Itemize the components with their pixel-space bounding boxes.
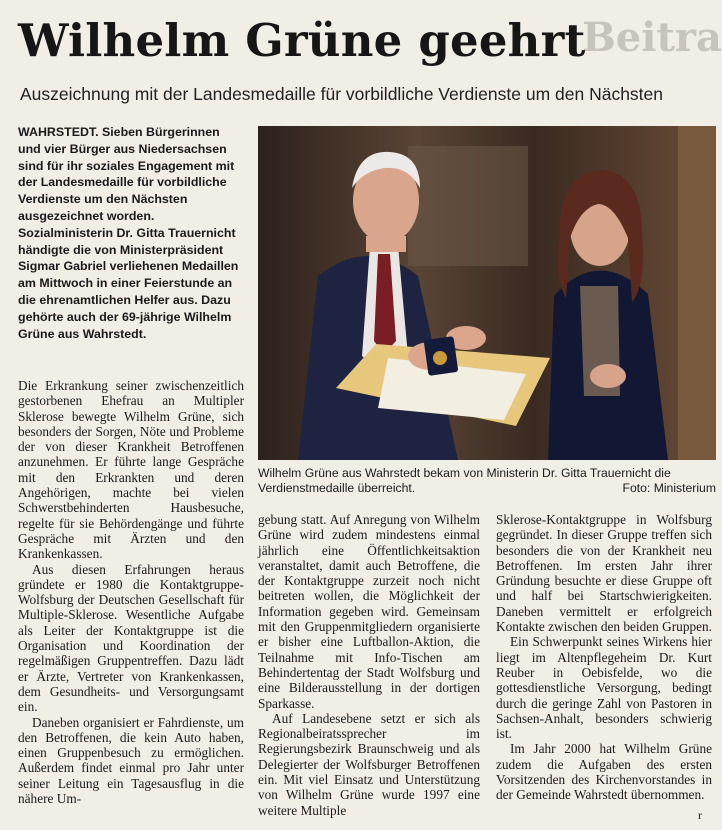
body-column-2 [258,512,480,818]
neighbor-headline: Beitra [582,14,722,61]
author-initial: r [698,808,702,822]
subheadline: Auszeichnung mit der Landesmedaille für vorbildliche Verdienste um den Nächsten [20,84,664,104]
photo-caption: Wilhelm Grüne aus Wahrstedt bekam von Ministerin Dr. Gitta Trauernicht die Verdienstmedaille überreicht. [258,466,671,495]
award-photo [258,126,716,460]
body-column-1 [18,378,244,806]
photo-illustration [258,126,716,460]
body-paragraph: Sklerose-Kontaktgruppe in Wolfsburg gegründet. In dieser Gruppe treffen sich besonders die von der Krankheit neu Betroffenen. Im ersten Jahr ihrer Gründung besuchte er diese Gruppe oft und half bei Startschwierigkeiten. Daneben vermittelt er erfolgreich Kontakte zwischen den beiden Gruppen. [496,512,713,635]
body-paragraph: Die Erkrankung seiner zwischenzeitlich gestorbenen Ehefrau an Multipler Sklerose bewegte Wilhelm Grüne, sich besonders der Sorgen, Nöte und Probleme der von dieser Krankheit Betroffenen anzunehmen. Er führte lange Gespräche mit den Erkrankten und deren Angehörigen, machte bei vielen Schwerstbehinderten Hausbesuche, regelte für sie Behördengänge und führte Gespräche mit Ärzten und den Krankenkassen. [18,378,244,562]
headline: Wilhelm Grüne geehrt [18,14,586,67]
body-column-3 [496,512,712,803]
lead-paragraph: WAHRSTEDT. Sieben Bürgerinnen und vier Bürger aus Niedersachsen sind für ihr soziales Engagement mit der Landesmedaille für vorbildliche Verdienste um den Nächsten ausgezeichnet worden. Sozialministerin Dr. Gitta Trauernicht händigte die von Ministerpräsident Sigmar Gabriel verliehenen Medaillen am Mittwoch in einer Feierstunde an die ehrenamtlichen Helfer aus. Dazu gehörte auch der 69-jährige Wilhelm Grüne aus Wahrstedt. [18,125,239,341]
body-paragraph: Ein Schwerpunkt seines Wirkens hier liegt im Altenpflegeheim Dr. Kurt Reuber in Oebisfelde, wo die gottesdienstliche Versorgung, bedingt durch die geringe Zahl von Pastoren in Sachsen-Anhalt, besonders schwierig ist. [496,634,712,742]
body-paragraph: Im Jahr 2000 hat Wilhelm Grüne zudem die Aufgaben des ersten Vorsitzenden des Kirchenvorstandes in der Gemeinde Wahrstedt übernommen. [496,741,712,803]
photo-credit: Foto: Ministerium [622,481,716,495]
body-paragraph: Auf Landesebene setzt er sich als Regionalbeiratssprecher im Regierungsbezirk Braunschweig und als Delegierter der Wolfsburger Betroffenen ein. Mit viel Einsatz und Unterstützung von Wilhelm Grüne wurde 1997 eine weitere Multiple [258,710,480,818]
body-paragraph: gebung statt. Auf Anregung von Wilhelm Grüne wird zudem mindestens einmal jährlich eine Öffentlichkeitsaktion veranstaltet, damit auch Betroffene, die der Kontaktgruppe zurzeit noch nicht beitreten wollen, die Möglichkeit der Information gegeben wird. Gemeinsam mit den Gruppenmitgliedern organisierte er bisher eine Luftballon-Aktion, die Teilnahme mit Info-Tischen am Behindertentag der Stadt Wolfsburg und eine Bilderausstellung in der dortigen Sparkasse. [258,512,480,711]
body-paragraph: Daneben organisiert er Fahrdienste, um den Betroffenen, die kein Auto haben, einen Gruppenbesuch zu ermöglichen. Außerdem findet einmal pro Jahr unter seiner Leitung ein Tagesausflug in die nähere Um- [18,714,244,807]
body-paragraph: Aus diesen Erfahrungen heraus gründete er 1980 die Kontaktgruppe-Wolfsburg der Deutschen Gesellschaft für Multiple-Sklerose. Wesentliche Aufgabe als Leiter der Kontaktgruppe ist die Organisation und Koordination der regelmäßigen Gruppentreffen. Dazu lädt er Ärzte, Vertreter von Krankenkassen, dem Gesundheits- und Versorgungsamt ein. [18,561,244,715]
